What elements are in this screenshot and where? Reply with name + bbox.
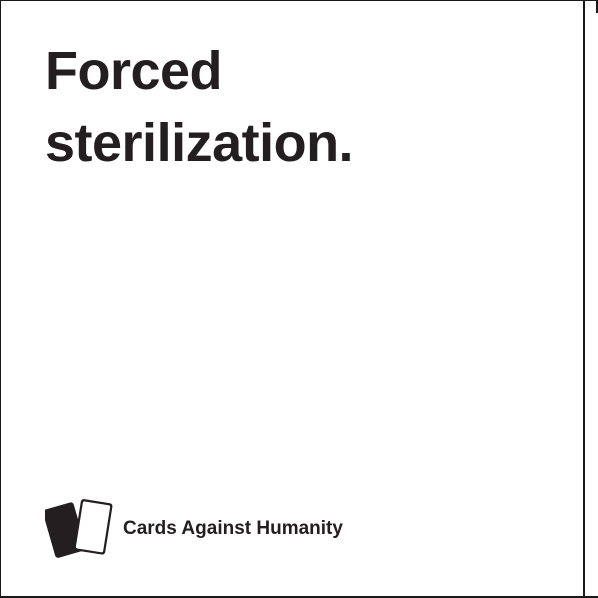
brand-name: Cards Against Humanity: [123, 518, 343, 539]
card-text-line-1: Forced: [45, 41, 223, 101]
brand-footer: [45, 495, 445, 565]
card-edge-divider: [583, 1, 585, 598]
card-text-line-2: sterilization.: [45, 113, 354, 173]
front-card-icon: [73, 499, 113, 555]
card-text: [45, 35, 565, 179]
stacked-cards-icon: [45, 495, 115, 563]
